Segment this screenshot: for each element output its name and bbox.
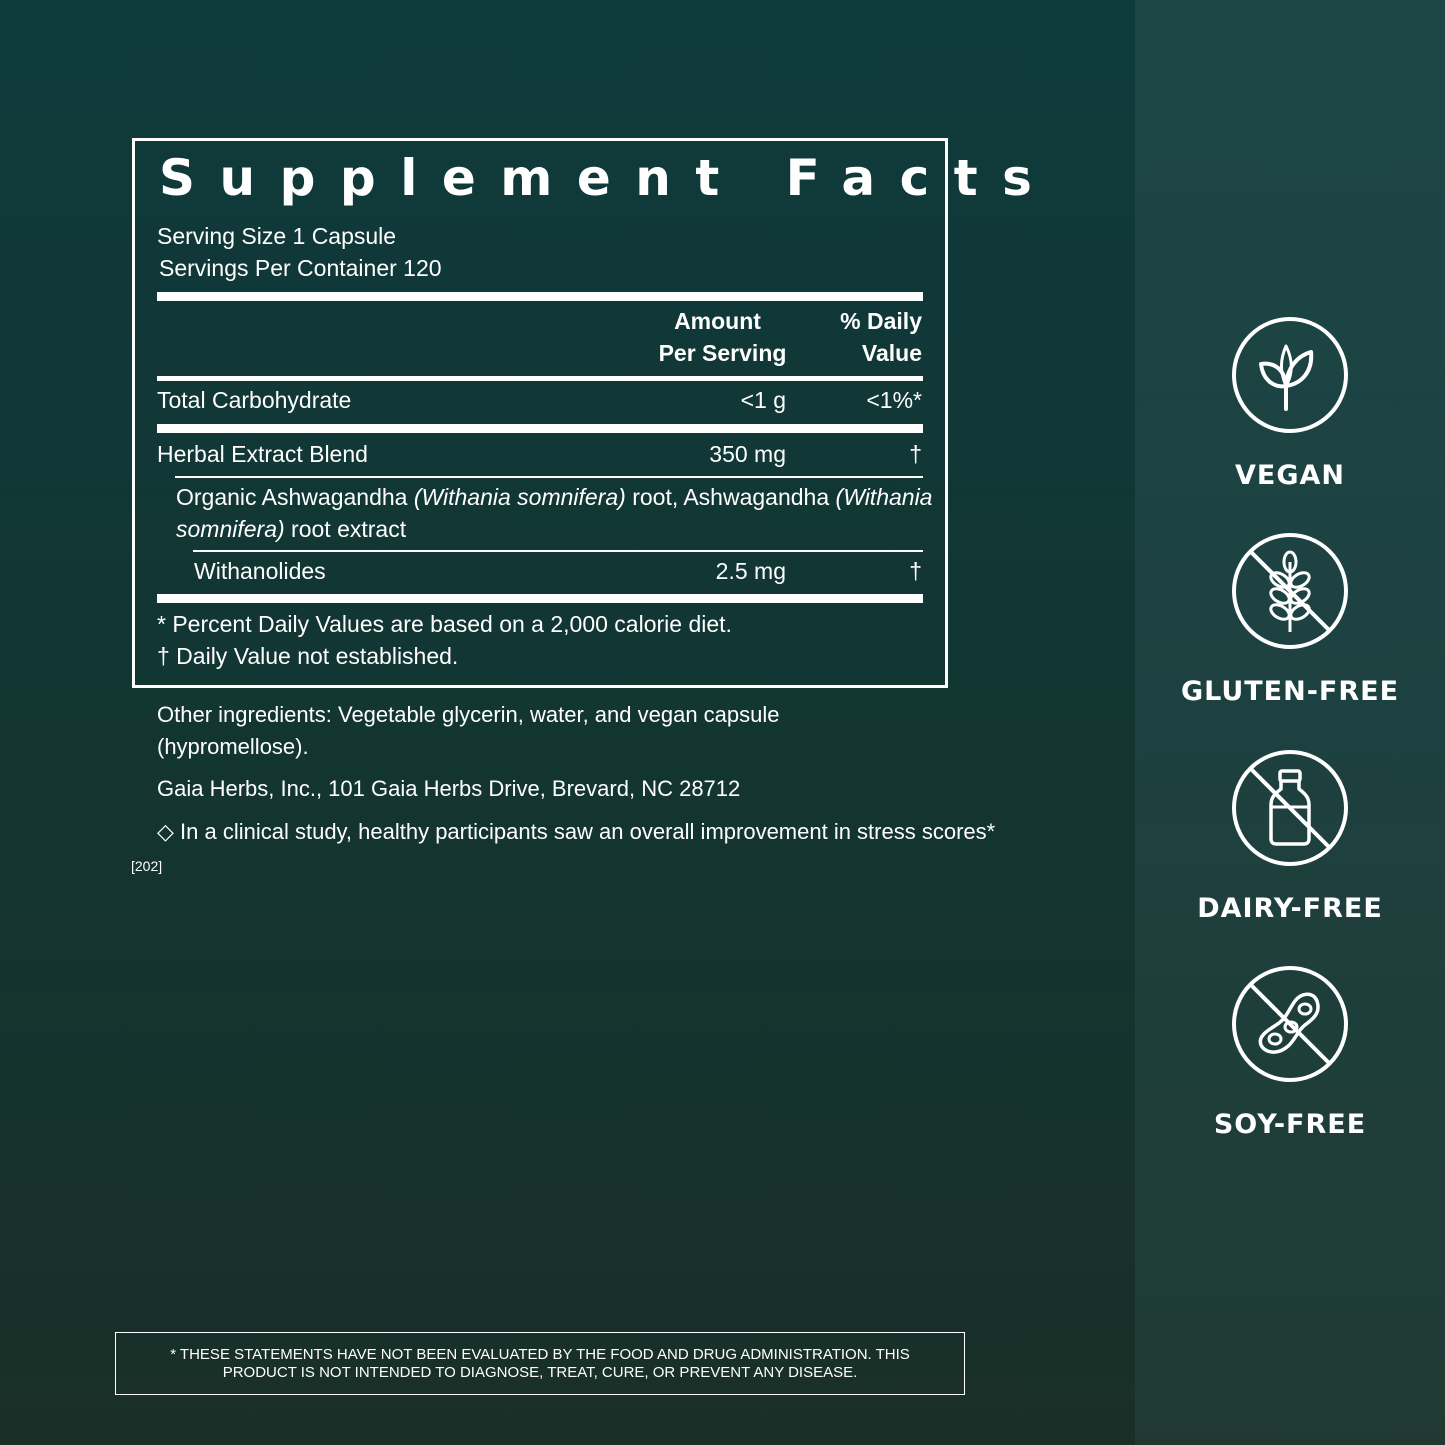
row-name-herbal-extract-blend: Herbal Extract Blend bbox=[157, 441, 368, 467]
row-amount-herbal-extract-blend: 350 mg bbox=[709, 441, 786, 467]
col-header-amount-2: Per Serving bbox=[658, 340, 787, 366]
other-ingredients-line-1: Other ingredients: Vegetable glycerin, water, and vegan capsule bbox=[157, 702, 780, 727]
badge-label: SOY-FREE bbox=[1213, 1109, 1367, 1140]
row-dv-withanolides: † bbox=[909, 558, 922, 584]
badge-soy-free bbox=[1175, 965, 1405, 1140]
thin-divider bbox=[193, 550, 923, 552]
serving-size: Serving Size 1 Capsule bbox=[157, 223, 397, 249]
facts-title: Supplement Facts bbox=[159, 149, 1057, 207]
other-ingredients-line-2: (hypromellose). bbox=[157, 734, 309, 759]
badge-label: VEGAN bbox=[1235, 460, 1345, 491]
no-soybean-icon bbox=[1231, 965, 1349, 1083]
row-amount-withanolides: 2.5 mg bbox=[715, 558, 786, 584]
fda-disclaimer: * THESE STATEMENTS HAVE NOT BEEN EVALUATED BY THE FOOD AND DRUG ADMINISTRATION. THIS PRODUCT IS NOT INTENDED TO DIAGNOSE, TREAT, CURE, OR PREVENT ANY DISEASE. bbox=[170, 1345, 910, 1381]
col-header-amount-1: Amount bbox=[674, 308, 761, 334]
row-dv-herbal-extract-blend: † bbox=[909, 441, 922, 467]
thin-divider bbox=[175, 476, 923, 478]
no-milk-icon bbox=[1231, 749, 1349, 867]
footnote-dagger: † Daily Value not established. bbox=[157, 643, 459, 669]
medium-divider bbox=[157, 376, 923, 381]
blend-ingredients-line-2: somnifera) root extract bbox=[176, 516, 407, 542]
reference-code: [202] bbox=[131, 858, 163, 874]
badge-label: DAIRY-FREE bbox=[1197, 893, 1383, 924]
thick-divider bbox=[157, 424, 923, 433]
badge-gluten-free bbox=[1175, 532, 1405, 707]
row-name-total-carbohydrate: Total Carbohydrate bbox=[157, 387, 352, 413]
row-amount-total-carbohydrate: <1 g bbox=[740, 387, 786, 413]
servings-per-container: Servings Per Container 120 bbox=[159, 255, 442, 281]
fda-disclaimer-box bbox=[115, 1332, 965, 1395]
row-dv-total-carbohydrate: <1%* bbox=[866, 387, 922, 413]
row-name-withanolides: Withanolides bbox=[194, 558, 326, 584]
clinical-study-note: ◇ In a clinical study, healthy participants saw an overall improvement in stress scores* bbox=[157, 819, 996, 844]
badge-vegan bbox=[1175, 316, 1405, 491]
no-wheat-icon bbox=[1231, 532, 1349, 650]
badge-panel bbox=[1135, 0, 1445, 1445]
col-header-dv-2: Value bbox=[861, 340, 922, 366]
thick-divider bbox=[157, 292, 923, 301]
leaf-icon bbox=[1231, 316, 1349, 434]
badge-dairy-free bbox=[1175, 749, 1405, 924]
thick-divider bbox=[157, 594, 923, 603]
manufacturer-address: Gaia Herbs, Inc., 101 Gaia Herbs Drive, Brevard, NC 28712 bbox=[157, 776, 741, 801]
footnote-percent-daily: * Percent Daily Values are based on a 2,000 calorie diet. bbox=[157, 611, 732, 637]
badge-label: GLUTEN-FREE bbox=[1180, 676, 1400, 707]
col-header-dv-1: % Daily bbox=[840, 308, 922, 334]
blend-ingredients-line-1: Organic Ashwagandha (Withania somnifera) root, Ashwagandha (Withania bbox=[176, 484, 933, 510]
